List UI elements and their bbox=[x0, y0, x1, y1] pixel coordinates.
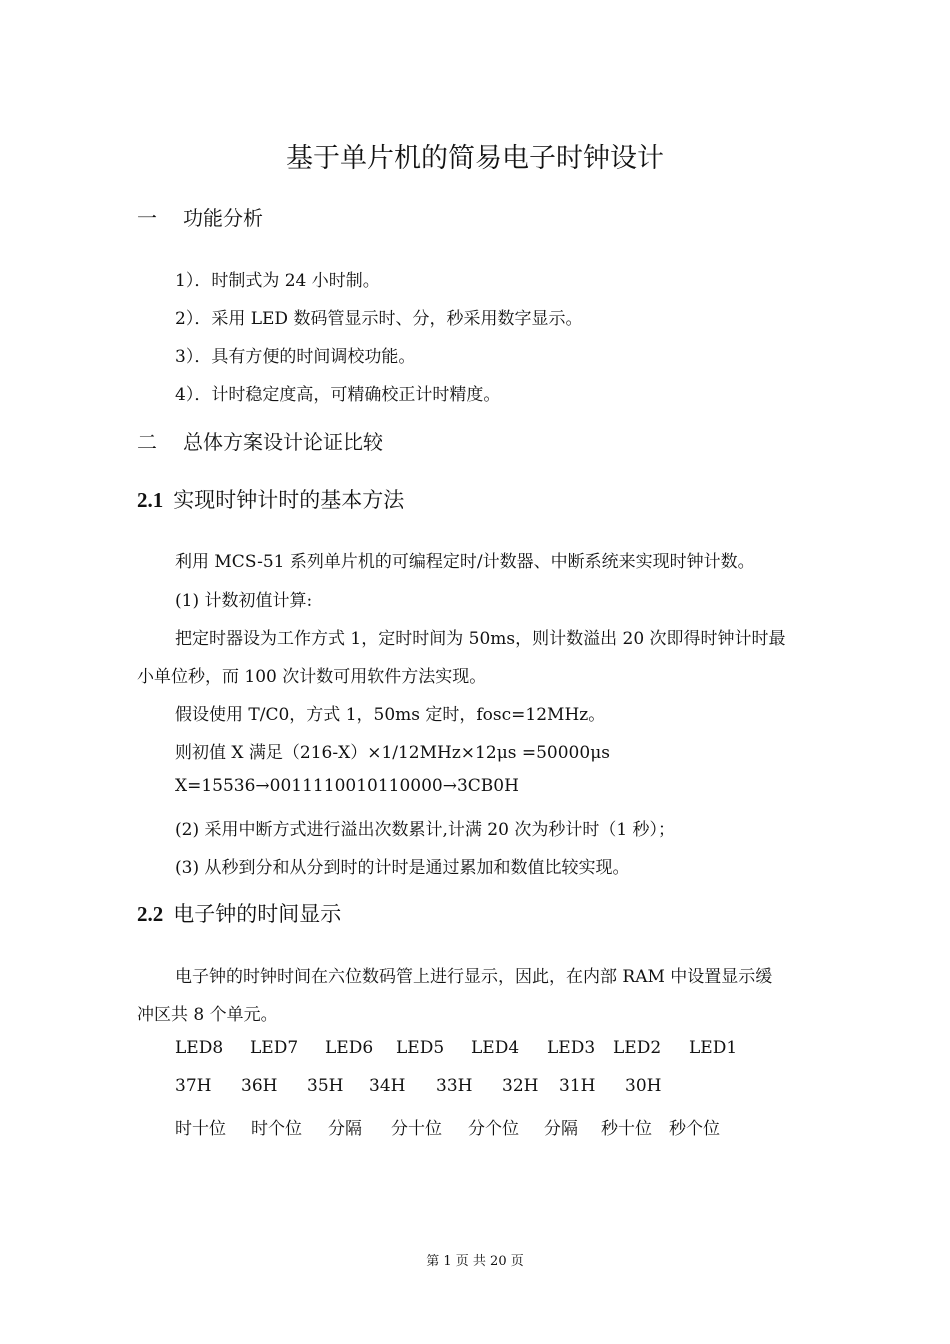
led-label: LED1 bbox=[689, 1038, 738, 1058]
paragraph: (1) 计数初值计算: bbox=[175, 591, 313, 611]
led-role: 时十位 bbox=[175, 1119, 226, 1139]
led-label: LED7 bbox=[250, 1038, 299, 1058]
subsection-2-1-heading bbox=[137, 484, 404, 514]
led-address: 37H bbox=[175, 1076, 212, 1096]
led-role: 分个位 bbox=[468, 1119, 519, 1139]
subsection-2-1-title: 实现时钟计时的基本方法 bbox=[173, 488, 405, 512]
page-footer: 第 1 页 共 20 页 bbox=[426, 1254, 524, 1269]
led-address: 33H bbox=[436, 1076, 473, 1096]
paragraph: 把定时器设为工作方式 1，定时时间为 50ms，则计数溢出 20 次即得时钟计时最 bbox=[175, 629, 786, 649]
subsection-2-2-number: 2.2 bbox=[137, 902, 164, 926]
led-address: 36H bbox=[241, 1076, 278, 1096]
section-1-title: 功能分析 bbox=[183, 206, 263, 230]
feature-item-2: 2）．采用 LED 数码管显示时、分，秒采用数字显示。 bbox=[175, 309, 583, 329]
paragraph: 电子钟的时钟时间在六位数码管上进行显示，因此，在内部 RAM 中设置显示缓 bbox=[175, 967, 773, 987]
section-1-heading bbox=[137, 202, 263, 231]
led-role: 分隔 bbox=[544, 1119, 578, 1139]
led-name-row bbox=[175, 1038, 775, 1062]
led-role: 秒十位 bbox=[601, 1119, 652, 1139]
subsection-2-2-title: 电子钟的时间显示 bbox=[173, 902, 342, 926]
paragraph: 小单位秒，而 100 次计数可用软件方法实现。 bbox=[137, 667, 487, 687]
led-address: 30H bbox=[625, 1076, 662, 1096]
section-2-title: 总体方案设计论证比较 bbox=[183, 430, 383, 454]
section-1-number: 一 bbox=[137, 206, 157, 230]
led-address: 35H bbox=[307, 1076, 344, 1096]
led-address: 32H bbox=[502, 1076, 539, 1096]
led-role: 分十位 bbox=[391, 1119, 442, 1139]
section-2-heading bbox=[137, 426, 383, 455]
led-role: 秒个位 bbox=[669, 1119, 720, 1139]
feature-item-1: 1）．时制式为 24 小时制。 bbox=[175, 271, 380, 291]
subsection-2-2-heading bbox=[137, 898, 341, 928]
paragraph: (2) 采用中断方式进行溢出次数累计,计满 20 次为秒计时（1 秒）； bbox=[175, 820, 676, 840]
led-role: 时个位 bbox=[251, 1119, 302, 1139]
led-address: 34H bbox=[369, 1076, 406, 1096]
led-role: 分隔 bbox=[328, 1119, 362, 1139]
feature-item-3: 3）．具有方便的时间调校功能。 bbox=[175, 347, 416, 367]
section-2-number: 二 bbox=[137, 430, 157, 454]
led-label: LED6 bbox=[325, 1038, 374, 1058]
paragraph: 假设使用 T/C0，方式 1，50ms 定时，fosc=12MHz。 bbox=[175, 705, 606, 725]
led-label: LED8 bbox=[175, 1038, 224, 1058]
led-role-row bbox=[175, 1114, 775, 1138]
led-label: LED3 bbox=[547, 1038, 596, 1058]
document-title: 基于单片机的简易电子时钟设计 bbox=[286, 143, 664, 174]
led-label: LED4 bbox=[471, 1038, 520, 1058]
led-label: LED2 bbox=[613, 1038, 662, 1058]
formula-line: 则初值 X 满足（216-X）×1/12MHz×12μs =50000μs bbox=[175, 743, 610, 763]
formula-line: X=15536→0011110010110000→3CB0H bbox=[175, 776, 519, 796]
paragraph: 利用 MCS-51 系列单片机的可编程定时/计数器、中断系统来实现时钟计数。 bbox=[175, 552, 755, 572]
feature-item-4: 4）．计时稳定度高，可精确校正计时精度。 bbox=[175, 385, 501, 405]
led-label: LED5 bbox=[396, 1038, 445, 1058]
subsection-2-1-number: 2.1 bbox=[137, 488, 164, 512]
paragraph: (3) 从秒到分和从分到时的计时是通过累加和数值比较实现。 bbox=[175, 858, 630, 878]
paragraph: 冲区共 8 个单元。 bbox=[137, 1005, 278, 1025]
led-address: 31H bbox=[559, 1076, 596, 1096]
led-address-row bbox=[175, 1076, 775, 1100]
